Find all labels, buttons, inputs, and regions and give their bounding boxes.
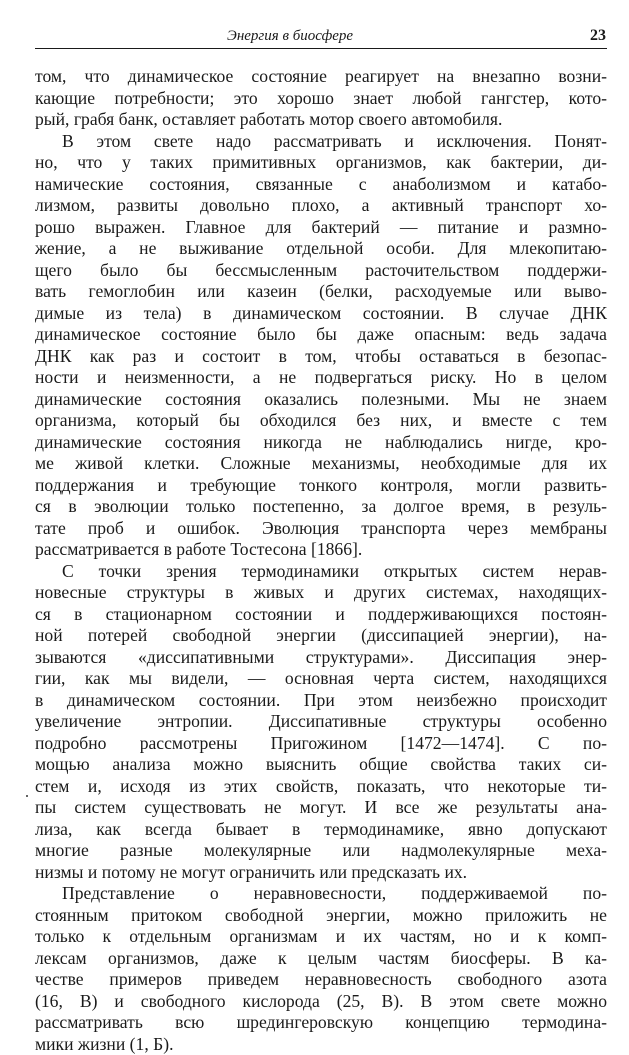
paragraph: [35, 561, 607, 884]
text-line: димые из тела) в динамическом состоянии. В случае ДНК: [35, 303, 607, 325]
text-line: пы систем существовать не могут. И все же результаты ана-: [35, 797, 607, 819]
text-line: динамические состояния оказались полезными. Мы не знаем: [35, 389, 607, 411]
paragraph: [35, 131, 607, 561]
text-line: рассматривается в работе Тостесона [1866].: [35, 539, 607, 561]
text-line: Представление о неравновесности, поддерживаемой по-: [35, 883, 607, 905]
text-line: ся в эволюции только постепенно, за долгое время, в резуль-: [35, 496, 607, 518]
paragraph: [35, 883, 607, 1055]
text-line: многие разные молекулярные или надмолекулярные меха-: [35, 840, 607, 862]
text-line: подробно рассмотрены Пригожином [1472—1474]. С по-: [35, 733, 607, 755]
text-line: ности и неизменности, а не подвергаться риску. Но в целом: [35, 367, 607, 389]
text-line: мощью анализа можно выяснить общие свойства таких си-: [35, 754, 607, 776]
text-line: увеличение энтропии. Диссипативные структуры особенно: [35, 711, 607, 733]
paragraph: [35, 66, 607, 131]
text-line: С точки зрения термодинамики открытых систем нерав-: [35, 561, 607, 583]
text-line: зываются «диссипативными структурами». Диссипация энер-: [35, 647, 607, 669]
text-line: (16, В) и свободного кислорода (25, В). В этом свете можно: [35, 991, 607, 1013]
text-line: ной потерей свободной энергии (диссипацией энергии), на-: [35, 625, 607, 647]
page-header: [35, 26, 607, 49]
text-line: только к отдельным организмам и их частям, но и к комп-: [35, 926, 607, 948]
text-line: намические состояния, связанные с анаболизмом и катабо-: [35, 174, 607, 196]
text-line: стоянным притоком свободной энергии, можно приложить не: [35, 905, 607, 927]
text-line: В этом свете надо рассматривать и исключения. Понят-: [35, 131, 607, 153]
text-line: поддержания и требующие тонкого контроля, могли развить-: [35, 475, 607, 497]
running-title: Энергия в биосфере: [227, 28, 353, 45]
text-line: кающие потребности; это хорошо знает любой гангстер, кото-: [35, 88, 607, 110]
text-line: организма, который бы обходился без них, и вместе с тем: [35, 410, 607, 432]
text-line: стем и, исходя из этих свойств, показать, что некоторые ти-: [35, 776, 607, 798]
text-line: гии, как мы видели, — основная черта систем, находящихся: [35, 668, 607, 690]
page-number: 23: [590, 27, 606, 45]
text-line: ся в стационарном состоянии и поддерживающихся постоян-: [35, 604, 607, 626]
text-line: рый, грабя банк, оставляет работать мотор своего автомобиля.: [35, 109, 607, 131]
text-line: динамическое состояние было бы даже опасным: ведь задача: [35, 324, 607, 346]
text-line: динамические состояния никогда не наблюдались нигде, кро-: [35, 432, 607, 454]
text-line: том, что динамическое состояние реагирует на внезапно возни-: [35, 66, 607, 88]
text-line: щего было бы бессмысленным расточительством поддержи-: [35, 260, 607, 282]
text-line: лизмом, развиты довольно плохо, а активный транспорт хо-: [35, 195, 607, 217]
text-line: жение, а не выживание отдельной особи. Для млекопитаю-: [35, 238, 607, 260]
body-text: [35, 66, 607, 1055]
text-line: мики жизни (1, Б).: [35, 1034, 607, 1055]
text-line: в динамическом состоянии. При этом неизбежно происходит: [35, 690, 607, 712]
text-line: но, что у таких примитивных организмов, как бактерии, ди-: [35, 152, 607, 174]
text-line: честве примеров приведем неравновесность свободного азота: [35, 969, 607, 991]
text-line: новесные структуры в живых и других системах, находящих-: [35, 582, 607, 604]
text-line: тате проб и ошибок. Эволюция транспорта через мембраны: [35, 518, 607, 540]
text-line: лиза, как всегда бывает в термодинамике, явно допускают: [35, 819, 607, 841]
text-line: низмы и потому не могут ограничить или предсказать их.: [35, 862, 607, 884]
text-line: рошо выражен. Главное для бактерий — питание и размно-: [35, 217, 607, 239]
text-line: ДНК как раз и состоит в том, чтобы оставаться в безопас-: [35, 346, 607, 368]
text-line: рассматривать всю шредингеровскую концепцию термодина-: [35, 1012, 607, 1034]
text-line: ме живой клетки. Сложные механизмы, необходимые для их: [35, 453, 607, 475]
text-line: вать гемоглобин или казеин (белки, расходуемые или выво-: [35, 281, 607, 303]
stray-ink-dot: [26, 795, 28, 797]
text-line: лексам организмов, даже к целым частям биосферы. В ка-: [35, 948, 607, 970]
